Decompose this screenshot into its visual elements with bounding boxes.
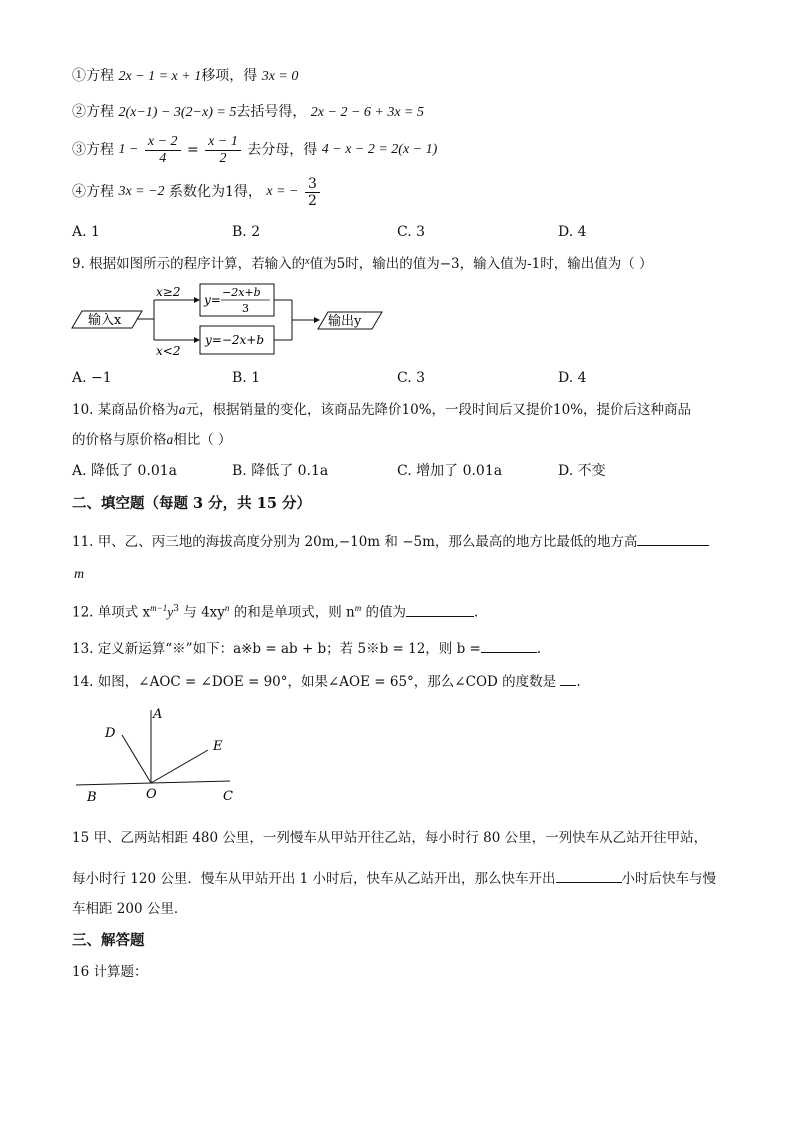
q10-option-a: A. 降低了 0.01a bbox=[72, 463, 177, 479]
section-2-heading: 二、填空题（每题 3 分，共 15 分） bbox=[72, 495, 311, 512]
q13-stem: 13. 定义新运算“※”如下：a※b = ab + b；若 5※b = 12，则 b = . bbox=[72, 641, 542, 657]
output-label: 输出y bbox=[328, 314, 362, 329]
q14-stem: 14. 如图，∠AOC = ∠DOE = 90°，如果∠AOE = 65°，那么∠COD 的度数是 . bbox=[72, 674, 581, 690]
q15-answer-blank[interactable] bbox=[556, 870, 622, 883]
q14-answer-blank[interactable] bbox=[560, 673, 576, 686]
q8-option-c: C. 3 bbox=[397, 224, 426, 240]
q9-flowchart bbox=[70, 280, 390, 360]
q10-stem-line1: 10. 某商品价格为a元，根据销量的变化，该商品先降价10%，一段时间后又提价10%，提价后这种商品 bbox=[72, 402, 692, 418]
q8-option-a: A. 1 bbox=[72, 224, 100, 240]
ray-od bbox=[122, 735, 151, 783]
q9-option-b: B. 1 bbox=[232, 370, 261, 386]
q13-answer-blank[interactable] bbox=[481, 640, 537, 653]
q10-option-b: B. 降低了 0.1a bbox=[232, 463, 329, 479]
q8-item-4: ④方程 3x = −2 系数化为1得， x = − $\frac{3}{2}$ bbox=[72, 176, 322, 209]
q9-option-d: D. 4 bbox=[558, 370, 587, 386]
q12-answer-blank[interactable] bbox=[406, 604, 474, 617]
fraction-1: $\frac{x - 2}{4}$ bbox=[145, 134, 181, 167]
q10-option-d: D. 不变 bbox=[558, 463, 606, 479]
label-e: E bbox=[213, 739, 223, 754]
fraction-3-2: $\frac{3}{2}$ bbox=[305, 176, 320, 209]
label-d: D bbox=[105, 726, 116, 741]
condition-bottom: x<2 bbox=[156, 344, 181, 358]
section-3-heading: 三、解答题 bbox=[72, 932, 145, 949]
fraction-2: $\frac{x - 1}{2}$ bbox=[205, 134, 241, 167]
condition-top: x≥2 bbox=[156, 285, 181, 299]
input-label: 输入x bbox=[88, 313, 122, 328]
ray-oe bbox=[151, 750, 208, 783]
q8-option-d: D. 4 bbox=[558, 224, 587, 240]
q15-line1: 15 甲、乙两站相距 480 公里，一列慢车从甲站开往乙站，每小时行 80 公里，一列快车从乙站开往甲站， bbox=[72, 830, 708, 846]
q11-answer-blank[interactable] bbox=[637, 533, 709, 546]
svg-text:y=: y= bbox=[204, 293, 221, 307]
q10-option-c: C. 增加了 0.01a bbox=[397, 463, 503, 479]
label-b: B bbox=[87, 790, 97, 805]
q8-item-1: ①方程 2x − 1 = x + 1移项，得 3x = 0 bbox=[72, 68, 299, 84]
label-c: C bbox=[223, 789, 233, 804]
label-a: A bbox=[153, 707, 163, 722]
q11-unit: m bbox=[74, 567, 85, 582]
q8-item-2: ②方程 2(x−1) − 3(2−x) = 5去括号得， 2x − 2 − 6 + 3x = 5 bbox=[72, 104, 424, 120]
q15-line3: 车相距 200 公里． bbox=[72, 901, 188, 917]
q14-angle-figure bbox=[72, 700, 242, 810]
q10-stem-line2: 的价格与原价格a相比（ ） bbox=[72, 432, 232, 448]
label-o: O bbox=[146, 787, 157, 802]
q16-stem: 16 计算题： bbox=[72, 964, 148, 980]
q8-item-3: ③方程 1 − $\frac{x - 2}{4}$ = $\frac{x - 1}{2}$ 去分母，得 4 − x − 2 = 2(x − 1) bbox=[72, 134, 438, 167]
q9-stem: 9. 根据如图所示的程序计算，若输入的$^x$值为5时，输出的值为−3，输入值为-1时，输出值为（ ） bbox=[72, 256, 653, 272]
q9-option-a: A. −1 bbox=[72, 370, 112, 386]
svg-text:−2x+b: −2x+b bbox=[222, 286, 261, 299]
q11-stem: 11. 甲、乙、丙三地的海拔高度分别为 20m,−10m 和 −5m，那么最高的地方比最低的地方高 bbox=[72, 533, 709, 550]
q8-option-b: B. 2 bbox=[232, 224, 261, 240]
q9-option-c: C. 3 bbox=[397, 370, 426, 386]
svg-text:3: 3 bbox=[242, 302, 249, 315]
q15-line2: 每小时行 120 公里．慢车从甲站开出 1 小时后，快车从乙站开出，那么快车开出 小时后快车与慢 bbox=[72, 871, 717, 887]
svg-text:y=−2x+b: y=−2x+b bbox=[205, 333, 265, 347]
q12-stem: 12. 单项式 $x^{m-1}y^3$ 与 $4xy^n$ 的和是单项式，则 $n^m$ 的值为 . bbox=[72, 603, 479, 621]
